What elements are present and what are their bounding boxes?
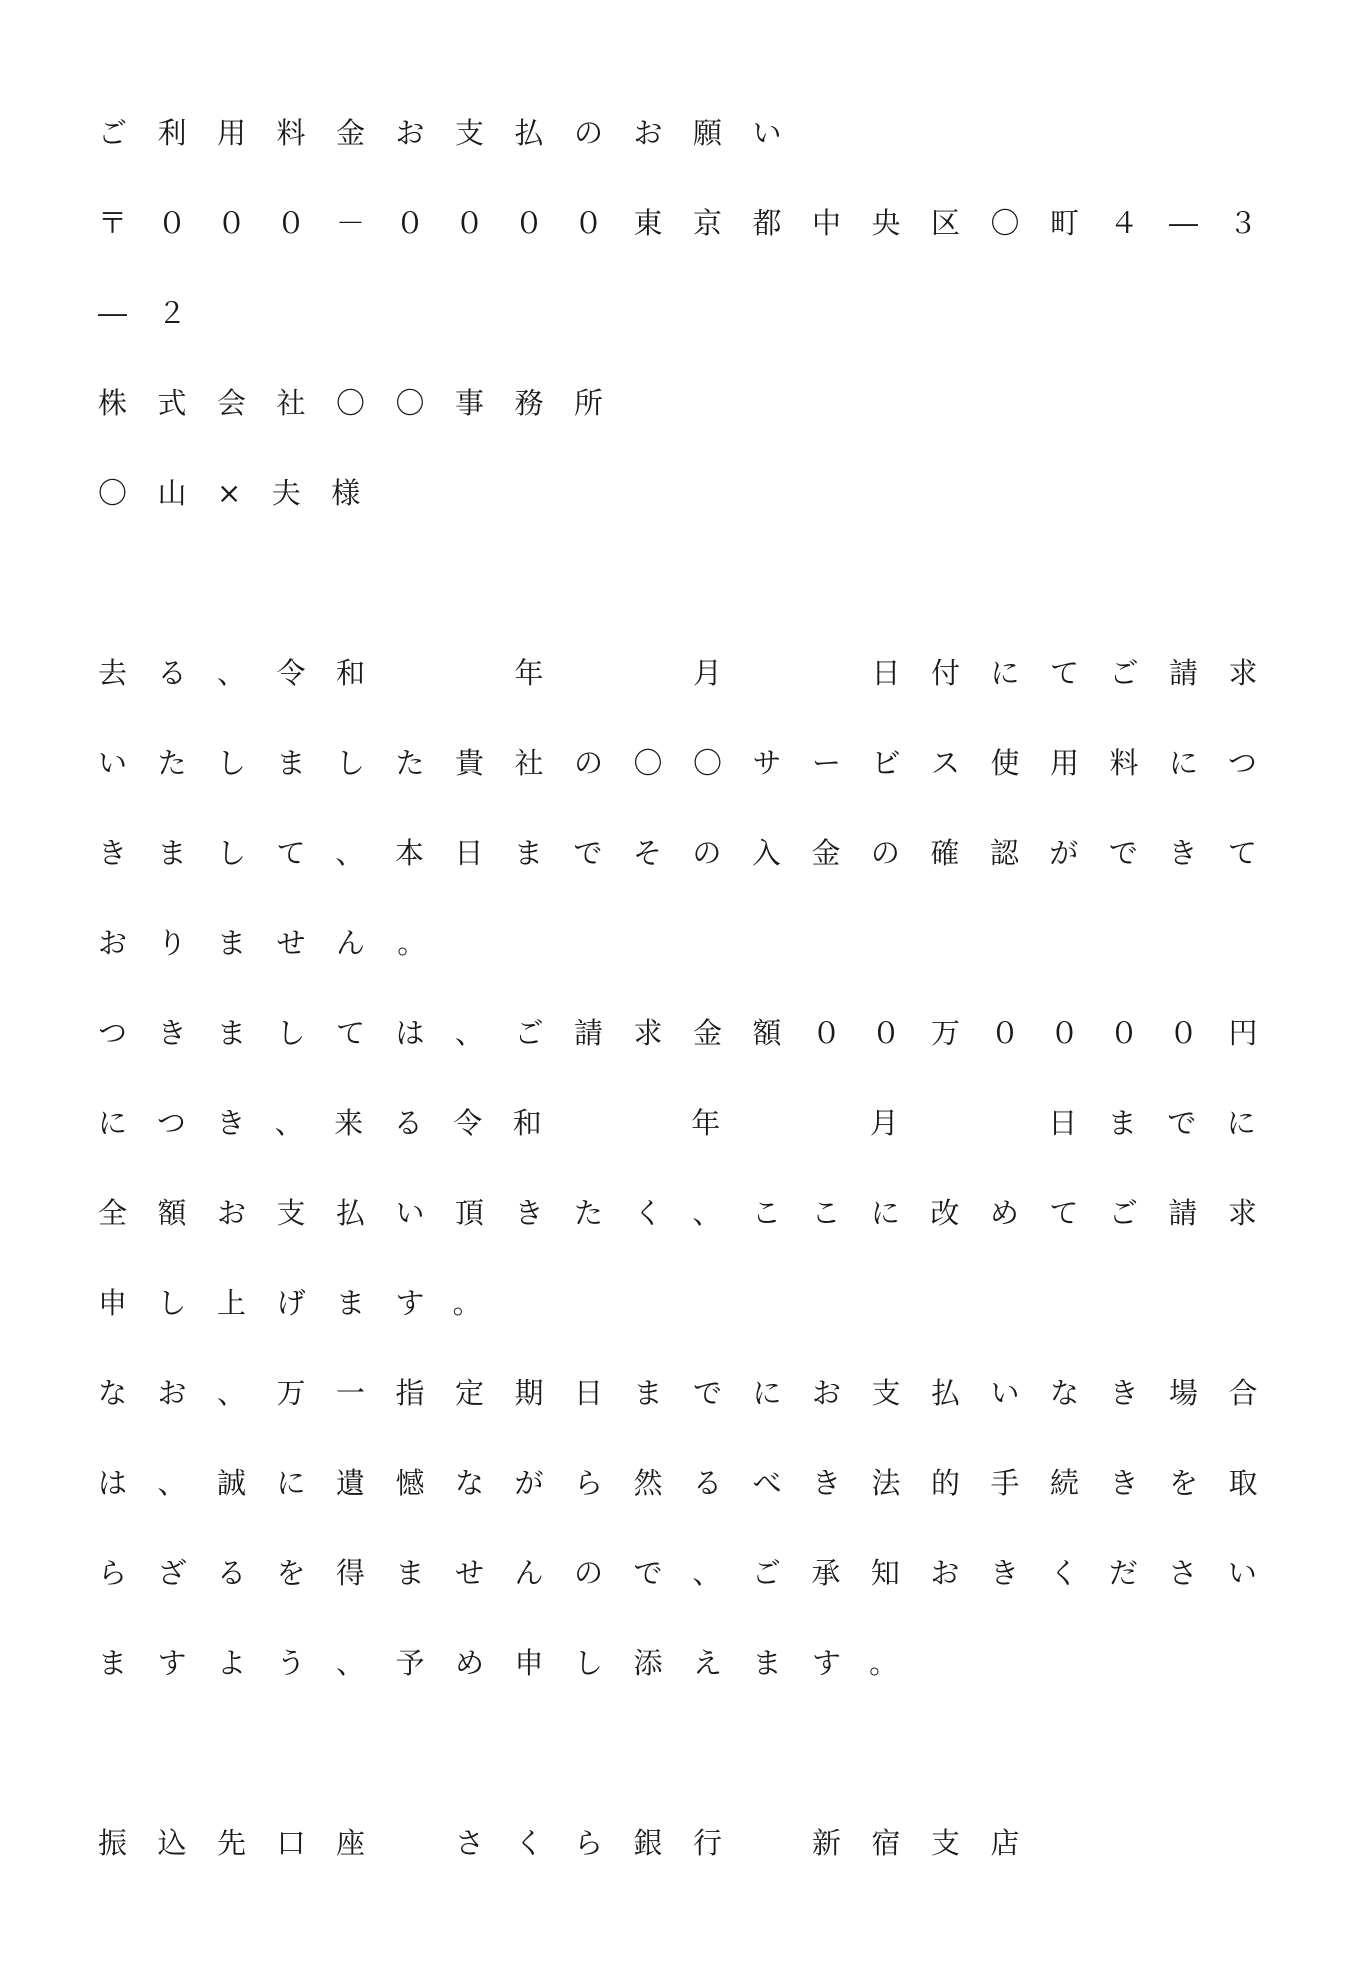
body-line: らざるを得ませんので、ご承知おきください xyxy=(98,1556,1288,1590)
recipient-name: 〇山×夫様 xyxy=(98,476,391,510)
body-line: 申し上げます。 xyxy=(98,1286,513,1320)
body-line: 全額お支払い頂きたく、ここに改めてご請求 xyxy=(98,1196,1288,1230)
body-line: いたしました貴社の〇〇サービス使用料につ xyxy=(98,746,1288,780)
address-line-2: ―２ xyxy=(98,296,218,330)
body-line: おりません。 xyxy=(98,926,457,960)
bank-account-line: 振込先口座 さくら銀行 新宿支店 xyxy=(98,1826,1051,1860)
body-line: ますよう、予め申し添えます。 xyxy=(98,1646,929,1680)
address-line-1: 〒０００－００００東京都中央区〇町４―３ xyxy=(98,206,1289,240)
body-line: 去る、令和 年 月 日付にてご請求 xyxy=(98,656,1289,690)
body-line: なお、万一指定期日までにお支払いなき場合 xyxy=(98,1376,1289,1410)
letter-title: ご利用料金お支払のお願い xyxy=(98,116,813,150)
company-name: 株式会社〇〇事務所 xyxy=(98,386,634,420)
body-line: につき、来る令和 年 月 日までに xyxy=(98,1106,1287,1140)
body-line: きまして、本日までその入金の確認ができて xyxy=(98,836,1288,870)
body-line: は、誠に遺憾ながら然るべき法的手続きを取 xyxy=(98,1466,1289,1500)
body-line: つきましては、ご請求金額００万００００円 xyxy=(98,1016,1289,1050)
